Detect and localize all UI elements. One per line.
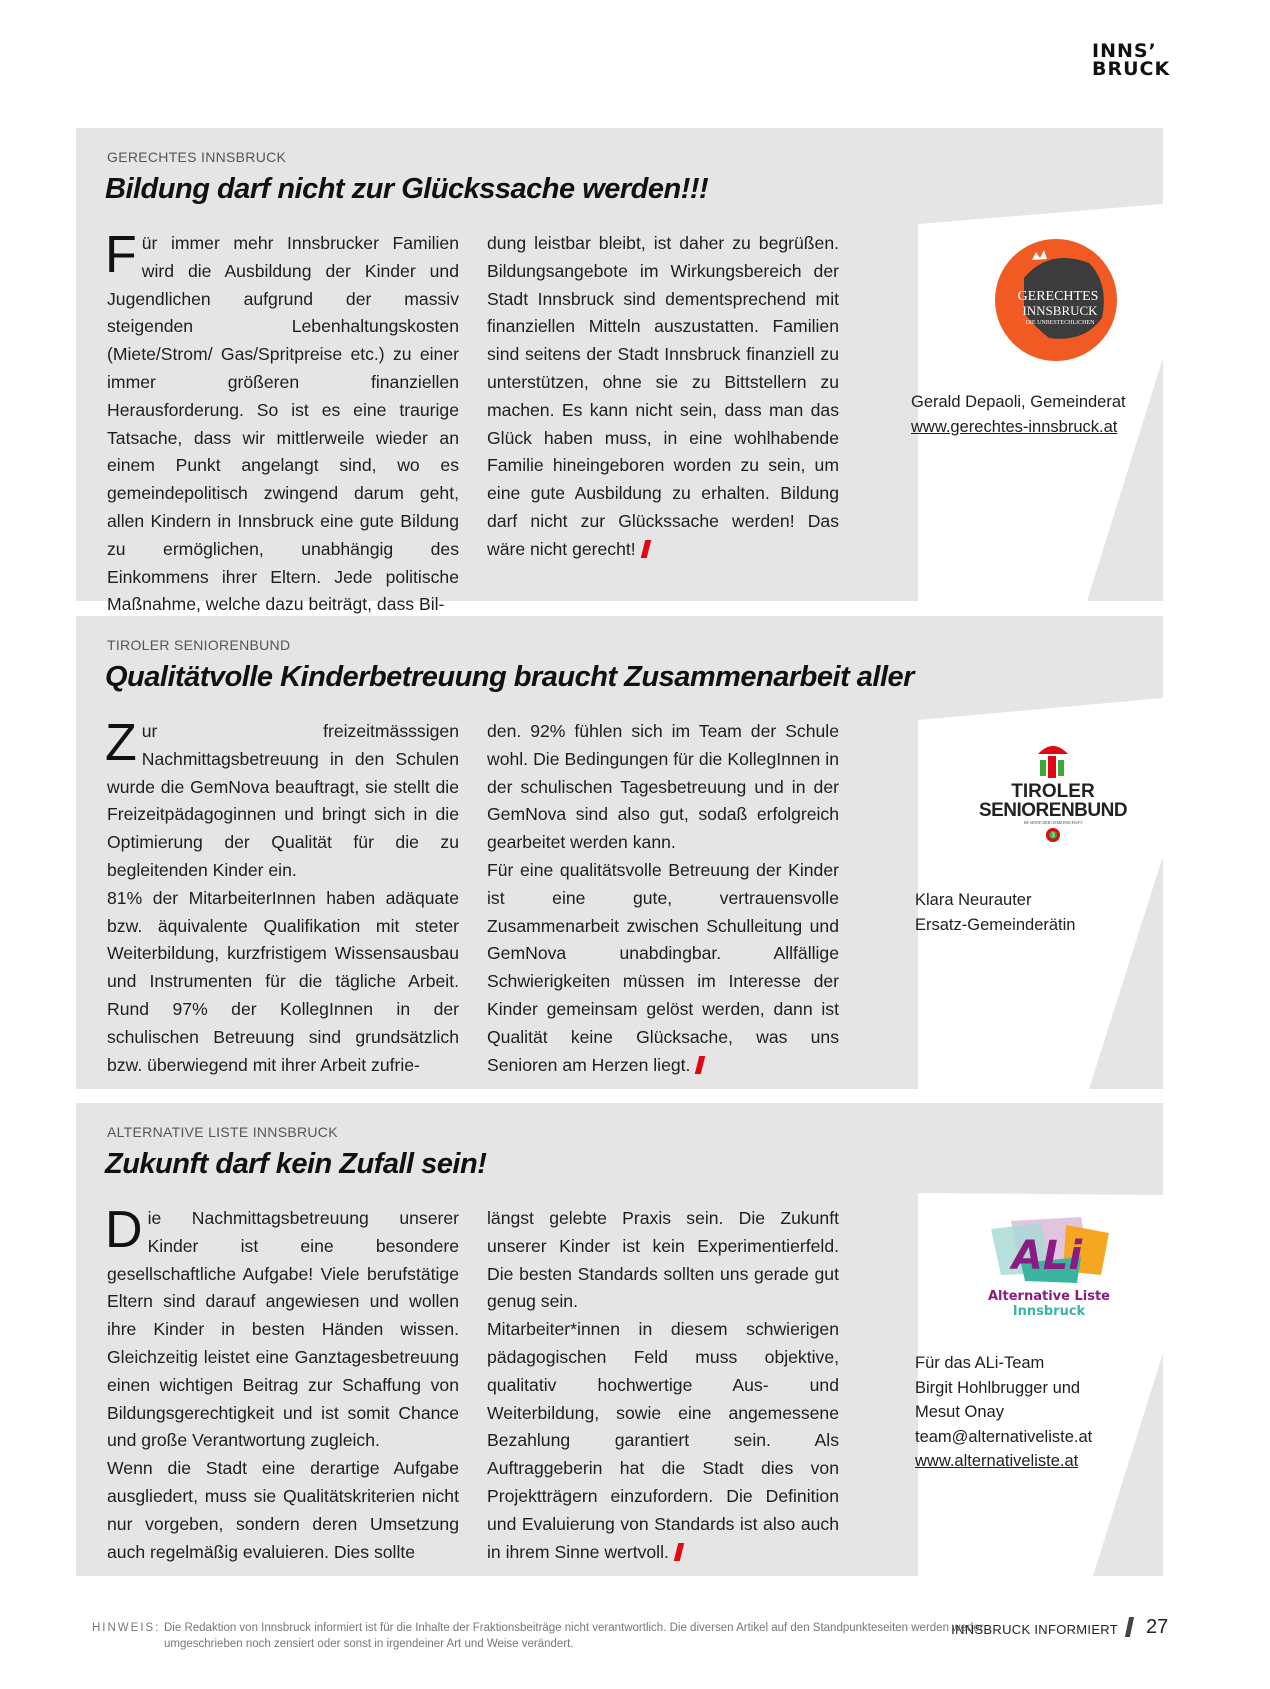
end-mark-icon bbox=[640, 540, 650, 558]
party-label: GERECHTES INNSBRUCK bbox=[107, 149, 287, 165]
email-link[interactable]: team@alternativeliste.at bbox=[915, 1427, 1093, 1446]
svg-text:TIROLER: TIROLER bbox=[1011, 781, 1095, 802]
author-name: Birgit Hohlbrugger und bbox=[915, 1378, 1081, 1397]
article-title: Zukunft darf kein Zufall sein! bbox=[105, 1148, 487, 1180]
alternative-liste-logo bbox=[981, 1213, 1121, 1323]
svg-text:Alternative Liste: Alternative Liste bbox=[988, 1289, 1110, 1304]
drop-cap: F bbox=[105, 226, 137, 284]
paragraph: dung leistbar bleibt, ist daher zu begrüßen. Bildungsangebote im Wirkungsbereich der Stadt Innsbruck sind dementsprechend mit finanziellen Mitteln auszustatten. Familien sind seitens der Stadt Innsbruck finanziell zu unterstützen, ohne sie zu Bittstellern zu machen. Es kann nicht sein, dass man das Glück haben muss, in eine wohlhabende Familie hineingeboren worden zu sein, um eine gute Ausbildung zu erhalten. Bildung darf nicht zur Glückssache werden! Das wäre nicht gerecht! bbox=[487, 233, 839, 559]
article-gerechtes-innsbruck bbox=[76, 128, 1163, 615]
article-column-2 bbox=[487, 230, 839, 564]
author-box bbox=[911, 390, 1126, 439]
brand-line-2: BRUCK bbox=[1092, 58, 1171, 80]
article-alternative-liste bbox=[76, 1103, 1163, 1576]
article-tiroler-seniorenbund bbox=[76, 616, 1163, 1089]
website-link[interactable]: www.alternativeliste.at bbox=[915, 1452, 1079, 1470]
author-name: Klara Neurauter bbox=[915, 891, 1032, 909]
author-name: Gerald Depaoli, Gemeinderat bbox=[911, 393, 1126, 411]
article-column-1 bbox=[105, 1201, 459, 1566]
svg-text:Innsbruck: Innsbruck bbox=[1012, 1304, 1086, 1319]
disclaimer-text: Die Redaktion von Innsbruck informiert ist für die Inhalte der Fraktionsbeiträge nicht verantwortlich. Die diversen Artikel auf den Standpunkteseiten werden weder umgeschrieben noch zensiert oder sonst in irgendeiner Art und Weise verändert. bbox=[164, 1622, 984, 1650]
end-mark-icon bbox=[695, 1056, 705, 1074]
website-link[interactable]: www.gerechtes-innsbruck.at bbox=[911, 417, 1118, 436]
drop-cap: D bbox=[105, 1201, 143, 1259]
svg-text:INNSBRUCK: INNSBRUCK bbox=[1022, 303, 1098, 318]
party-label: ALTERNATIVE LISTE INNSBRUCK bbox=[107, 1124, 338, 1140]
author-name: Mesut Onay bbox=[915, 1403, 1004, 1421]
brand-line-1: INNS’ bbox=[1092, 40, 1157, 62]
svg-text:3: 3 bbox=[1051, 833, 1055, 839]
separator-slash-icon bbox=[1125, 1617, 1134, 1637]
author-box bbox=[915, 888, 1075, 937]
article-column-2 bbox=[487, 718, 839, 1079]
disclaimer-label: HINWEIS: bbox=[92, 1622, 161, 1634]
paragraph: Wenn die Stadt eine derartige Aufgabe ausgliedert, muss sie Qualitätskriterien nicht nur vorgeben, sondern deren Umsetzung auch regelmäßig evaluieren. Dies sollte bbox=[107, 1458, 459, 1562]
paragraph: den. 92% fühlen sich im Team der Schule wohl. Die Bedingungen für die KollegInnen in der schulischen Tagesbetreuung und in der GemNova sind also gut, sodaß erfolgreich gearbeitet werden kann. bbox=[487, 721, 839, 853]
author-role: Ersatz-Gemeinderätin bbox=[915, 915, 1076, 934]
svg-text:SENIORENBUND: SENIORENBUND bbox=[978, 800, 1128, 821]
author-team: Für das ALi-Team bbox=[915, 1354, 1045, 1372]
svg-text:GERECHTES: GERECHTES bbox=[1017, 289, 1099, 304]
svg-text:ALi: ALi bbox=[1011, 1233, 1083, 1279]
tiroler-seniorenbund-logo bbox=[968, 738, 1138, 858]
page-number: 27 bbox=[1146, 1616, 1169, 1638]
end-mark-icon bbox=[674, 1543, 684, 1561]
publication-name: INNSBRUCK INFORMIERT bbox=[951, 1622, 1118, 1637]
paragraph: längst gelebte Praxis sein. Die Zukunft unserer Kinder ist kein Experimentierfeld. Die besten Standards sollten uns gerade gut genug sein. bbox=[487, 1208, 839, 1312]
paragraph: Für eine qualitätsvolle Betreuung der Kinder ist eine gute, vertrauensvolle Zusammenarbeit zwischen Schulleitung und GemNova unabdingbar. Allfällige Schwierigkeiten müssen im Interesse der Kinder gemeinsam gelöst werden, dann ist Qualität keine Glücksache, was uns Senioren am Herzen liegt. bbox=[487, 859, 839, 1075]
article-title: Qualitätvolle Kinderbetreuung braucht Zusammenarbeit aller bbox=[105, 661, 914, 693]
svg-text:DIE UNBESTECHLICHEN: DIE UNBESTECHLICHEN bbox=[1025, 320, 1095, 326]
paragraph: ur freizeitmässsigen Nachmittagsbetreuung in den Schulen wurde die GemNova beauftragt, sie stellt die Freizeitpädagoginnen und bringt sich in die Optimierung der Qualität für die zu begleitenden Kinder ein. bbox=[107, 721, 459, 880]
drop-cap: Z bbox=[105, 714, 137, 772]
innsbruck-brand-logo bbox=[1092, 42, 1170, 78]
author-box bbox=[915, 1351, 1092, 1474]
paragraph: 81% der MitarbeiterInnen haben adäquate bzw. äquivalente Qualifikation mit steter Weiterbildung, kurzfristigem Wissensausbau und Instrumenten für die tägliche Arbeit. Rund 97% der KollegInnen in der schulischen Betreuung sind grundsätzlich bzw. überwiegend mit ihrer Arbeit zufrie- bbox=[107, 887, 459, 1075]
article-column-2 bbox=[487, 1205, 839, 1566]
article-column-1 bbox=[105, 226, 459, 619]
paragraph: Mitarbeiter*innen in diesem schwierigen pädagogischen Feld muss objektive, qualitativ hochwertige Aus- und Weiterbildung, sowie eine angemessene Bezahlung garantiert sein. Als Auftraggeberin hat die Stadt dies von Projektträgern einzufordern. Die Definition und Evaluierung von Standards ist also auch in ihrem Sinne wertvoll. bbox=[487, 1319, 839, 1562]
party-label: TIROLER SENIORENBUND bbox=[107, 637, 291, 653]
gerechtes-innsbruck-logo bbox=[994, 238, 1118, 362]
article-column-1 bbox=[105, 714, 459, 1079]
paragraph: ür immer mehr Innsbrucker Familien wird die Ausbildung der Kinder und Jugendlichen aufgrund der massiv steigenden Lebenhaltungskosten (Miete/Strom/ Gas/Spritpreise etc.) zu einer immer größeren finanziellen Herausforderung. So ist es eine traurige Tatsache, dass wir mittlerweile wieder an einem Punkt angelangt sind, wo es gemeindepolitisch zwingend darum geht, allen Kindern in Innsbruck eine gute Bildung zu ermöglichen, unabhängig des Einkommens ihrer Eltern. Jede politische Maßnahme, welche dazu beiträgt, dass Bil- bbox=[107, 233, 459, 615]
paragraph: ie Nachmittagsbetreuung unserer Kinder ist eine besondere gesellschaftliche Aufgabe! Viele berufstätige Eltern sind darauf angewiesen und wollen ihre Kinder in besten Händen wissen. Gleichzeitig leistet eine Ganztagesbetreuung einen wichtigen Beitrag zur Schaffung von Bildungsgerechtigkeit und ist somit Chance und große Verantwortung zugleich. bbox=[107, 1208, 459, 1451]
svg-text:IM SINNE DER GEMEINSCHAFT: IM SINNE DER GEMEINSCHAFT bbox=[1023, 820, 1083, 825]
article-title: Bildung darf nicht zur Glückssache werden!!! bbox=[105, 173, 709, 205]
